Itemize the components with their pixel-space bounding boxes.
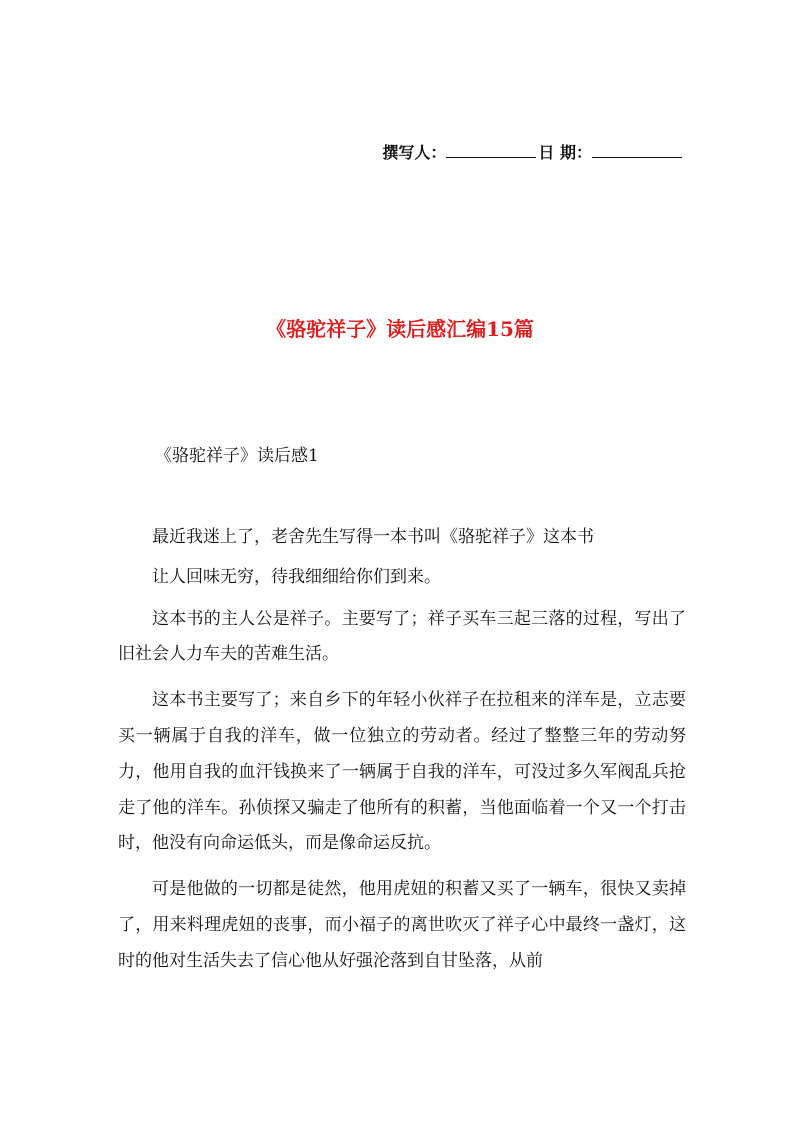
date-label: 日 期： (538, 143, 592, 162)
paragraph: 最近我迷上了，老舍先生写得一本书叫《骆驼祥子》这本书 (152, 527, 594, 547)
section-heading: 《骆驼祥子》读后感1 (155, 446, 319, 466)
document-title: 《骆驼祥子》读后感汇编15篇 (266, 317, 534, 341)
paragraph: 这本书的主人公是祥子。主要写了；祥子买车三起三落的过程，写出了旧社会人力车夫的苦难生活。 (118, 608, 686, 665)
paragraph: 可是他做的一切都是徒然，他用虎妞的积蓄又买了一辆车，很快又卖掉了，用来料理虎妞的丧事，而小福子的离世吹灭了祥子心中最终一盏灯，这时的他对生活失去了信心他从好强沦落到自甘坠落，从前 (118, 879, 686, 971)
date-blank-field (592, 143, 682, 158)
paragraph: 让人回味无穷，待我细细给你们到来。 (152, 566, 441, 587)
author-label: 撰写人： (382, 143, 447, 162)
author-blank-field (446, 143, 536, 158)
body-text (118, 520, 686, 990)
author-date-line (382, 140, 682, 163)
paragraph: 这本书主要写了；来自乡下的年轻小伙祥子在拉租来的洋车是，立志要买一辆属于自我的洋车，做一位独立的劳动者。经过了整整三年的劳动努力，他用自我的血汗钱换来了一辆属于自我的洋车，可没过多久军阀乱兵抢走了他的洋车。孙侦探又骗走了他所有的积蓄，当他面临着一个又一个打击时，他没有向命运低头，而是像命运反抗。 (118, 690, 686, 854)
